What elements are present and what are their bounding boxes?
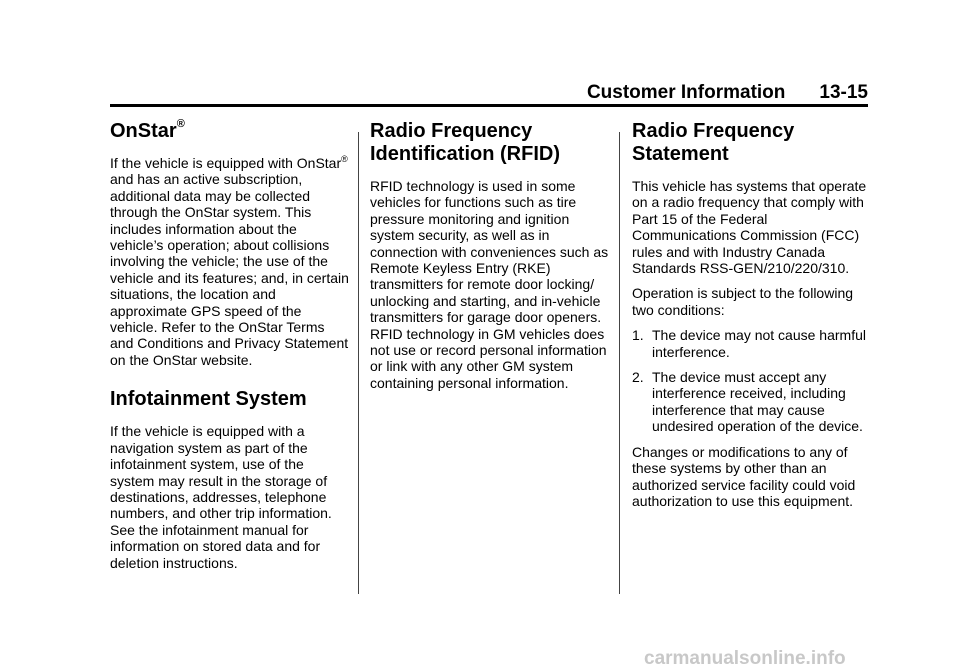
rfid-heading: Radio Frequency Identification (RFID) [370, 120, 560, 165]
closing-paragraph: Changes or modifications to any of these systems by other than an authorized service facility could void authorization to use this equipment. [632, 443, 856, 509]
page-number: 13-15 [819, 82, 868, 103]
list-item-number: 2. [632, 369, 644, 386]
watermark: carmanualsonline.info [644, 648, 846, 669]
onstar-heading-reg: ® [176, 118, 185, 130]
onstar-body-reg: ® [341, 154, 348, 164]
column-divider-1 [358, 132, 359, 594]
header-rule [110, 104, 868, 107]
onstar-paragraph [110, 155, 350, 368]
onstar-heading [110, 120, 350, 143]
conditions-list [632, 327, 874, 434]
infotainment-heading: Infotainment System [110, 388, 307, 411]
statement-intro: This vehicle has systems that operate on a radio frequency that comply with Part 15 of the Federal Communications Commission (FCC) rules and with Industry Canada Standards RSS-GEN/210/220/310. [632, 178, 867, 277]
list-item [632, 327, 874, 360]
onstar-heading-text: OnStar [110, 120, 177, 142]
onstar-body-pre: If the vehicle is equipped with OnStar [110, 155, 342, 171]
list-item-number: 1. [632, 327, 644, 344]
column-3 [632, 120, 874, 518]
list-item-text: The device must accept any interference received, including interference that may cause undesired operation of the device. [652, 369, 863, 435]
infotainment-paragraph: If the vehicle is equipped with a navigation system as part of the infotainment system, use of the system may result in the storage of destinations, addresses, telephone numbers, and other trip information. See the infotainment manual for information on stored data and for deletion instructions. [110, 423, 332, 571]
onstar-body-post: and has an active subscription, additional data may be collected through the OnStar system. This includes information about the vehicle’s operation; about collisions involving the vehicle; the use of the vehicle and its features; and, in certain situations, the location and approximate GPS speed of the vehicle. Refer to the OnStar Terms and Conditions and Privacy Statement on the OnStar website. [110, 171, 349, 368]
rfid-paragraph: RFID technology is used in some vehicles for functions such as tire pressure monitoring and ignition system security, as well as in connection with conveniences such as Remote Keyless Entry (RKE) transmitters for remote door locking/ unlocking and starting, and in-vehicle transmitters for garage door openers. RFID technology in GM vehicles does not use or record personal information or link with any other GM system containing personal information. [370, 178, 609, 391]
column-1 [110, 120, 350, 580]
list-item-text: The device may not cause harmful interference. [652, 327, 866, 360]
column-2 [370, 120, 610, 400]
list-item [632, 369, 874, 435]
page-header [110, 82, 868, 104]
statement-heading: Radio Frequency Statement [632, 120, 795, 165]
section-title: Customer Information [586, 82, 786, 103]
column-divider-2 [619, 132, 620, 594]
conditions-intro: Operation is subject to the following two conditions: [632, 285, 854, 318]
